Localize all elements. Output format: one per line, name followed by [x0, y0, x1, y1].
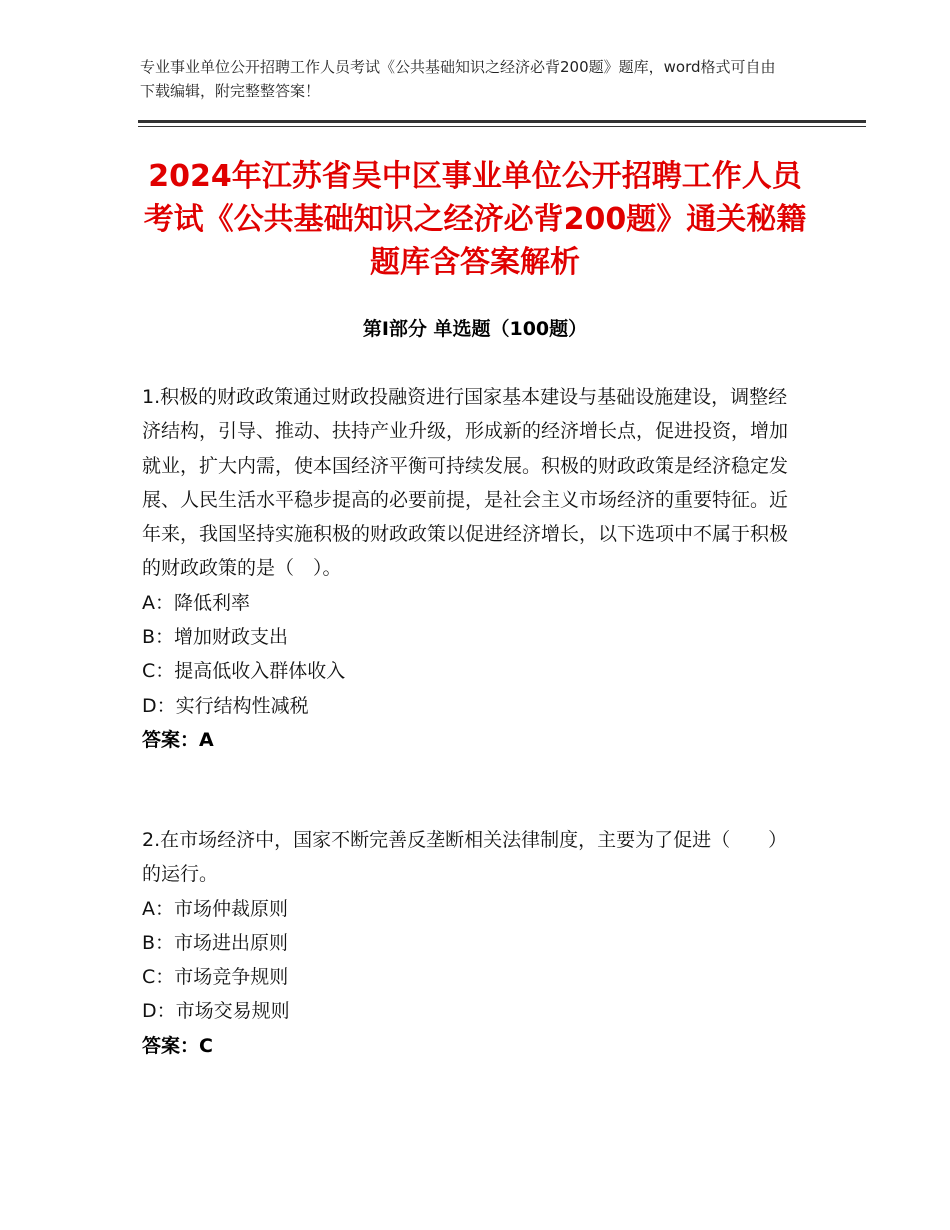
question-stem: 1.积极的财政政策通过财政投融资进行国家基本建设与基础设施建设，调整经济结构，引导、推动、扶持产业升级，形成新的经济增长点，促进投资，增加就业，扩大内需，使本国经济平衡可持续发展。积极的财政政策是经济稳定发展、人民生活水平稳步提高的必要前提，是社会主义市场经济的重要特征。近年来，我国坚持实施积极的财政政策以促进经济增长，以下选项中不属于积极的财政政策的是（ ）。 — [142, 386, 789, 580]
option-a: A：市场仲裁原则 — [142, 897, 288, 920]
section-title: 第Ⅰ部分 单选题（100题） — [362, 318, 588, 340]
question-answer: 答案：C — [142, 1034, 213, 1057]
option-c: C：提高低收入群体收入 — [142, 660, 346, 683]
header-divider-thin — [138, 126, 866, 127]
option-d: D：市场交易规则 — [142, 1000, 290, 1023]
option-a: A：降低利率 — [142, 591, 250, 614]
option-d: D：实行结构性减税 — [142, 694, 309, 717]
question-item — [142, 380, 802, 757]
question-stem: 2.在市场经济中，国家不断完善反垄断相关法律制度，主要为了促进（ ）的运行。 — [142, 829, 788, 886]
question-answer: 答案：A — [142, 728, 214, 751]
document-title: 2024年江苏省吴中区事业单位公开招聘工作人员考试《公共基础知识之经济必背200题》通关秘籍题库含答案解析 — [143, 159, 807, 280]
header-divider — [138, 120, 866, 123]
option-b: B：增加财政支出 — [142, 626, 289, 649]
question-item — [142, 823, 802, 1063]
option-b: B：市场进出原则 — [142, 931, 289, 954]
header-note: 专业事业单位公开招聘工作人员考试《公共基础知识之经济必背200题》题库，word格式可自由下载编辑，附完整整答案！ — [140, 58, 776, 100]
option-c: C：市场竞争规则 — [142, 966, 289, 989]
